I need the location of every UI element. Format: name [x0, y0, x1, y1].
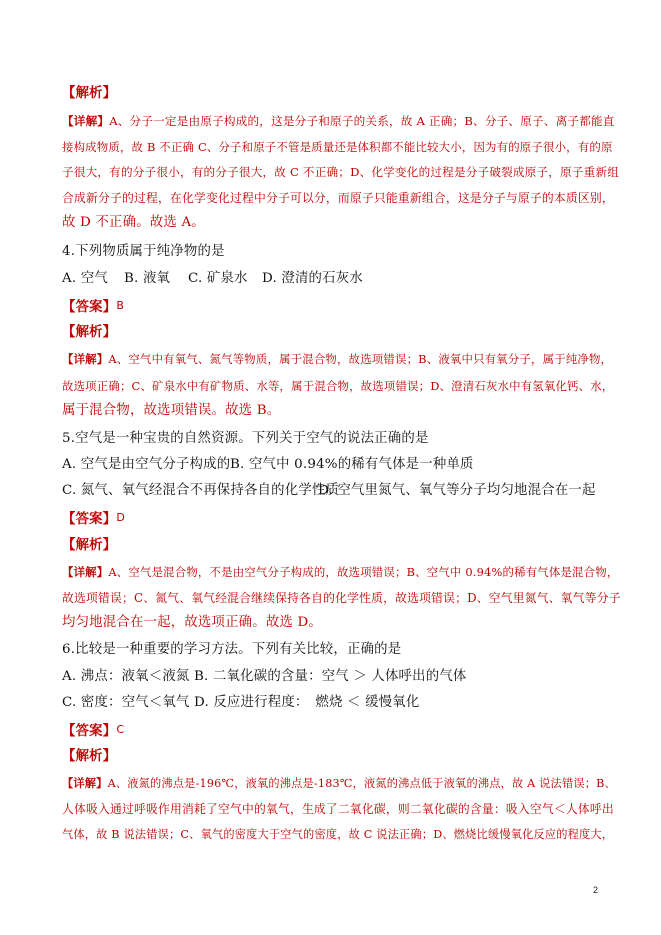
explanation-line: 接构成物质，故 B 不正确 C、分子和原子不管是质量还是体积都不能比较大小，因为有的原子很小，有的原 [62, 140, 613, 154]
analysis-label: 【解析】 [62, 748, 117, 764]
explanation-line: 【详解】A、分子一定是由原子构成的，这是分子和原子的关系，故 A 正确；B、分子、原子、离子都能直 [62, 114, 615, 128]
detail-label: 【详解】 [62, 114, 110, 128]
option-d: D. 反应进行程度： 燃烧 ＜ 缓慢氧化 [194, 695, 420, 710]
question-options [62, 455, 621, 475]
answer-label: 【答案】 [62, 511, 117, 527]
question-options [62, 269, 621, 289]
question-stem: 4.下列物质属于纯净物的是 [62, 244, 225, 259]
option-b: B. 空气中 0.94%的稀有气体是一种单质 [230, 457, 474, 472]
detail-label: 【详解】 [62, 565, 109, 579]
answer-line [62, 720, 621, 742]
explanation-line: 【详解】A、液氮的沸点是-196℃，液氧的沸点是-183℃，液氮的沸点低于液氧的沸点，故 A 说法错误；B、 [62, 776, 616, 790]
answer-value: B [116, 299, 125, 312]
option-c: C. 密度：空气＜氧气 [62, 695, 190, 710]
question-options [62, 693, 621, 713]
explanation-line: 子很大，有的分子很小，有的分子很大，故 C 不正确；D、化学变化的过程是分子破裂成原子，原子重新组 [62, 165, 620, 179]
option-a: A. 空气 [62, 271, 108, 286]
explanation-line: 属于混合物，故选项错误。故选 B。 [62, 403, 281, 418]
option-b: B. 二氧化碳的含量：空气 ＞ 人体呼出的气体 [194, 669, 467, 684]
option-d: D. 澄清的石灰水 [262, 271, 363, 286]
analysis-label: 【解析】 [62, 85, 117, 101]
answer-label: 【答案】 [62, 299, 117, 315]
answer-line [62, 296, 621, 318]
option-a: A. 沸点：液氧＜液氮 [62, 669, 190, 684]
page-number: 2 [593, 885, 599, 895]
option-c: C. 氮气、氧气经混合不再保持各自的化学性质 [62, 483, 340, 498]
explanation-line: 故选项正确；C、矿泉水中有矿物质、水等，属于混合物，故选项错误；D、澄清石灰水中有氢氧化钙、水， [62, 379, 614, 393]
question-options [62, 667, 621, 687]
explanation-line: 故 D 不正确。故选 A。 [62, 215, 205, 230]
question-stem: 6.比较是一种重要的学习方法。下列有关比较，正确的是 [62, 642, 402, 657]
question-options [62, 481, 621, 501]
option-c: C. 矿泉水 [188, 271, 248, 286]
explanation-line: 均匀地混合在一起，故选项正确。故选 D。 [62, 615, 323, 630]
analysis-label: 【解析】 [62, 324, 117, 340]
explanation-line: 合成新分子的过程，在化学变化过程中分子可以分，而原子只能重新组合，这是分子与原子的本质区别， [62, 191, 614, 205]
answer-label: 【答案】 [62, 723, 117, 739]
answer-value: D [116, 511, 126, 524]
explanation-line: 人体吸入通过呼吸作用消耗了空气中的氧气，生成了二氧化碳，则二氧化碳的含量：吸入空气＜人体呼出 [62, 802, 614, 816]
option-b: B. 液氧 [124, 271, 171, 286]
explanation-line: 故选项错误；C、氮气、氧气经混合继续保持各自的化学性质，故选项错误；D、空气里氮气、氧气等分子 [62, 591, 621, 605]
explanation-line: 【详解】A、空气中有氧气、氮气等物质，属于混合物，故选项错误；B、液氧中只有氧分子，属于纯净物， [62, 352, 613, 366]
detail-label: 【详解】 [62, 776, 108, 790]
analysis-label: 【解析】 [62, 537, 117, 553]
explanation-line: 【详解】A、空气是混合物，不是由空气分子构成的，故选项错误；B、空气中 0.94%的稀有气体是混合物， [62, 565, 619, 579]
detail-label: 【详解】 [62, 352, 109, 366]
option-d: D. 空气里氮气、氧气等分子均匀地混合在一起 [318, 483, 596, 498]
question-stem: 5.空气是一种宝贵的自然资源。下列关于空气的说法正确的是 [62, 431, 429, 446]
answer-line [62, 508, 621, 530]
explanation-line: 气体，故 B 说法错误；C、氧气的密度大于空气的密度，故 C 说法正确；D、燃烧比缓慢氧化反应的程度大， [62, 828, 614, 841]
answer-value: C [116, 723, 125, 736]
option-a: A. 空气是由空气分子构成的 [62, 457, 231, 472]
